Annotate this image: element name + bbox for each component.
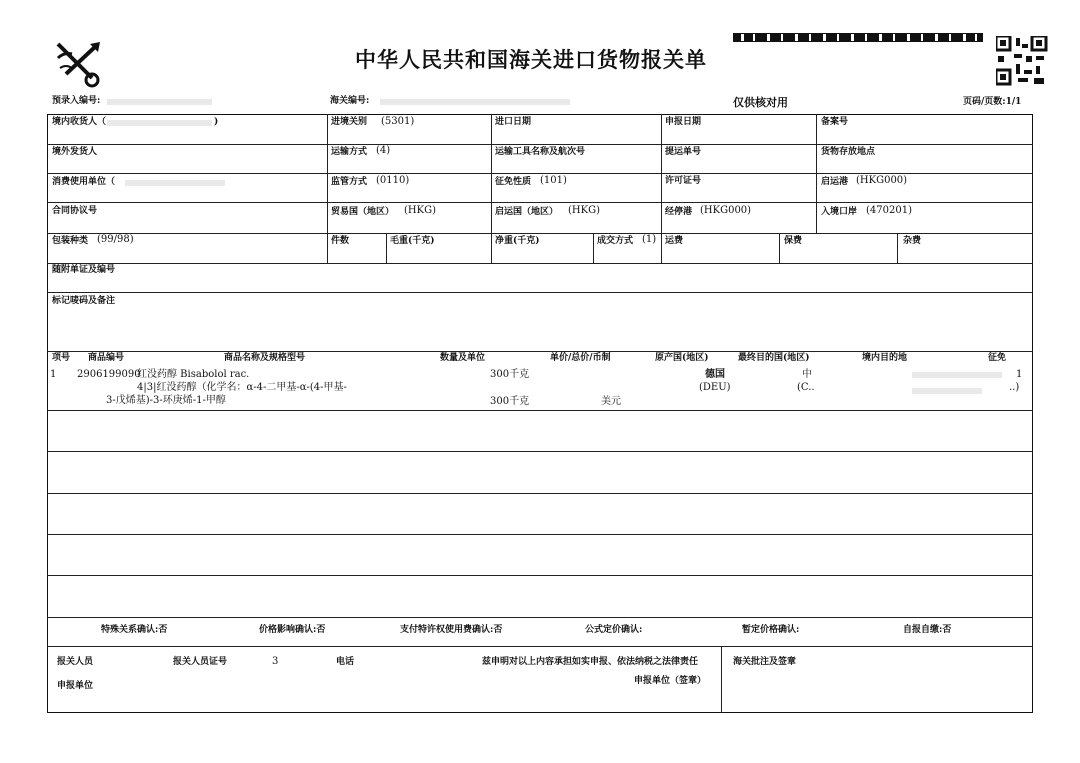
declarant-cert-label: 报关人员证号	[173, 657, 228, 667]
col-origin: 原产国(地区)	[655, 353, 709, 363]
special-relation-confirm: 特殊关系确认:否	[101, 625, 168, 635]
declaration-statement: 兹申明对以上内容承担如实申报、依法纳税之法律责任	[482, 657, 699, 667]
unit-seal-label: 申报单位（签章）	[634, 676, 707, 686]
goods-qty2: 300千克	[490, 396, 530, 407]
transaction-mode-value: (1)	[642, 234, 657, 245]
departure-country-value: (HKG)	[568, 205, 600, 216]
entry-customs-label: 进境关别	[331, 117, 368, 127]
customs-approval-label: 海关批注及签章	[733, 657, 797, 667]
package-type-label: 包装种类	[52, 236, 89, 246]
col-price: 单价/总价/币制	[550, 353, 611, 363]
docs-label: 随附单证及编号	[52, 265, 116, 275]
freight-label: 运费	[665, 236, 684, 246]
col-name-spec: 商品名称及规格型号	[224, 353, 306, 363]
goods-exempt-line2: ..)	[1009, 382, 1020, 393]
departure-port-value: (HKG000)	[856, 175, 908, 186]
departure-port-label: 启运港	[821, 177, 849, 187]
package-type-value: (99/98)	[97, 234, 134, 245]
form-title: 中华人民共和国海关进口货物报关单	[355, 48, 707, 72]
formula-pricing-confirm: 公式定价确认:	[585, 625, 643, 635]
consumer-unit-label: 消费使用单位（	[52, 177, 116, 187]
col-hs-code: 商品编号	[88, 353, 125, 363]
contract-no-label: 合同协议号	[52, 206, 98, 216]
phone-label: 电话	[336, 657, 355, 667]
verification-only: 仅供核对用	[733, 96, 788, 109]
declare-date-label: 申报日期	[665, 117, 702, 127]
overseas-consignor-label: 境外发货人	[52, 147, 98, 157]
marks-label: 标记唛码及备注	[52, 296, 116, 306]
col-exempt: 征免	[988, 353, 1007, 363]
pieces-label: 件数	[331, 236, 350, 246]
net-weight-label: 净重(千克)	[495, 236, 540, 246]
goods-domestic-dest-redacted-2	[912, 388, 982, 394]
vessel-label: 运输工具名称及航次号	[495, 147, 586, 157]
goods-qty1: 300千克	[490, 369, 530, 380]
entry-port-label: 入境口岸	[821, 207, 858, 217]
departure-country-label: 启运国（地区）	[495, 207, 559, 217]
declarant-label: 报关人员	[57, 657, 94, 667]
misc-fee-label: 杂费	[903, 236, 922, 246]
goods-exempt-line1: 1	[1016, 369, 1023, 380]
transaction-mode-label: 成交方式	[597, 236, 634, 246]
trade-country-label: 贸易国（地区）	[331, 207, 395, 217]
goods-name-line2: 4|3|红没药醇（化学名：α-4-二甲基-α-(4-甲基-	[137, 382, 347, 393]
license-no-label: 许可证号	[665, 176, 702, 186]
barcode	[733, 33, 983, 42]
import-date-label: 进口日期	[495, 117, 532, 127]
col-domestic-dest: 境内目的地	[862, 353, 908, 363]
consumer-unit-redacted	[125, 180, 225, 186]
supervision-mode-label: 监管方式	[331, 177, 368, 187]
goods-dest-name: 中	[802, 369, 812, 380]
provisional-price-confirm: 暂定价格确认:	[742, 625, 800, 635]
pre-entry-redacted	[107, 99, 212, 105]
customs-no-label: 海关编号:	[330, 96, 370, 106]
storage-place-label: 货物存放地点	[821, 147, 876, 157]
col-item-no: 项号	[52, 353, 71, 363]
goods-item-no: 1	[50, 369, 57, 380]
col-quantity: 数量及单位	[440, 353, 486, 363]
entry-port-value: (470201)	[866, 205, 912, 216]
price-influence-confirm: 价格影响确认:否	[259, 625, 326, 635]
declaring-unit-label: 申报单位	[57, 681, 94, 691]
gross-weight-label: 毛重(千克)	[390, 236, 435, 246]
pre-entry-label: 预录入编号:	[52, 96, 101, 106]
domestic-consignee-redacted	[107, 120, 212, 126]
insurance-label: 保费	[784, 236, 803, 246]
goods-name-line1: 红没药醇 Bisabolol rac.	[137, 369, 250, 380]
goods-origin-code: (DEU)	[699, 382, 731, 393]
tax-nature-label: 征免性质	[495, 177, 532, 187]
trade-country-value: (HKG)	[404, 205, 436, 216]
declarant-cert-value: 3	[272, 656, 279, 667]
stopover-port-value: (HKG000)	[700, 205, 752, 216]
self-report-confirm: 自报自缴:否	[903, 625, 952, 635]
goods-currency: 美元	[601, 396, 621, 407]
stopover-port-label: 经停港	[665, 207, 693, 217]
bill-no-label: 提运单号	[665, 147, 702, 157]
record-no-label: 备案号	[821, 117, 849, 127]
qr-code	[996, 36, 1048, 86]
domestic-consignee-label: 境内收货人（	[52, 117, 107, 127]
customs-emblem-icon	[52, 38, 108, 90]
transport-mode-label: 运输方式	[331, 147, 368, 157]
domestic-consignee-value: )	[214, 117, 219, 127]
col-final-dest: 最终目的国(地区)	[738, 353, 810, 363]
entry-customs-value: (5301)	[381, 116, 415, 127]
goods-dest-code: (C..	[797, 382, 815, 393]
goods-origin-name: 德国	[705, 369, 725, 380]
goods-domestic-dest-redacted	[912, 372, 1002, 378]
transport-mode-value: (4)	[376, 145, 391, 156]
customs-no-redacted	[380, 99, 570, 105]
goods-name-line3: 3-戊烯基)-3-环庚烯-1-甲醇	[106, 395, 226, 406]
supervision-mode-value: (0110)	[376, 175, 410, 186]
form-frame	[47, 114, 1033, 713]
page-info: 页码/页数:1/1	[963, 97, 1022, 107]
tax-nature-value: (101)	[540, 175, 567, 186]
royalty-confirm: 支付特许权使用费确认:否	[400, 625, 503, 635]
goods-hs-code: 2906199090	[77, 369, 141, 380]
